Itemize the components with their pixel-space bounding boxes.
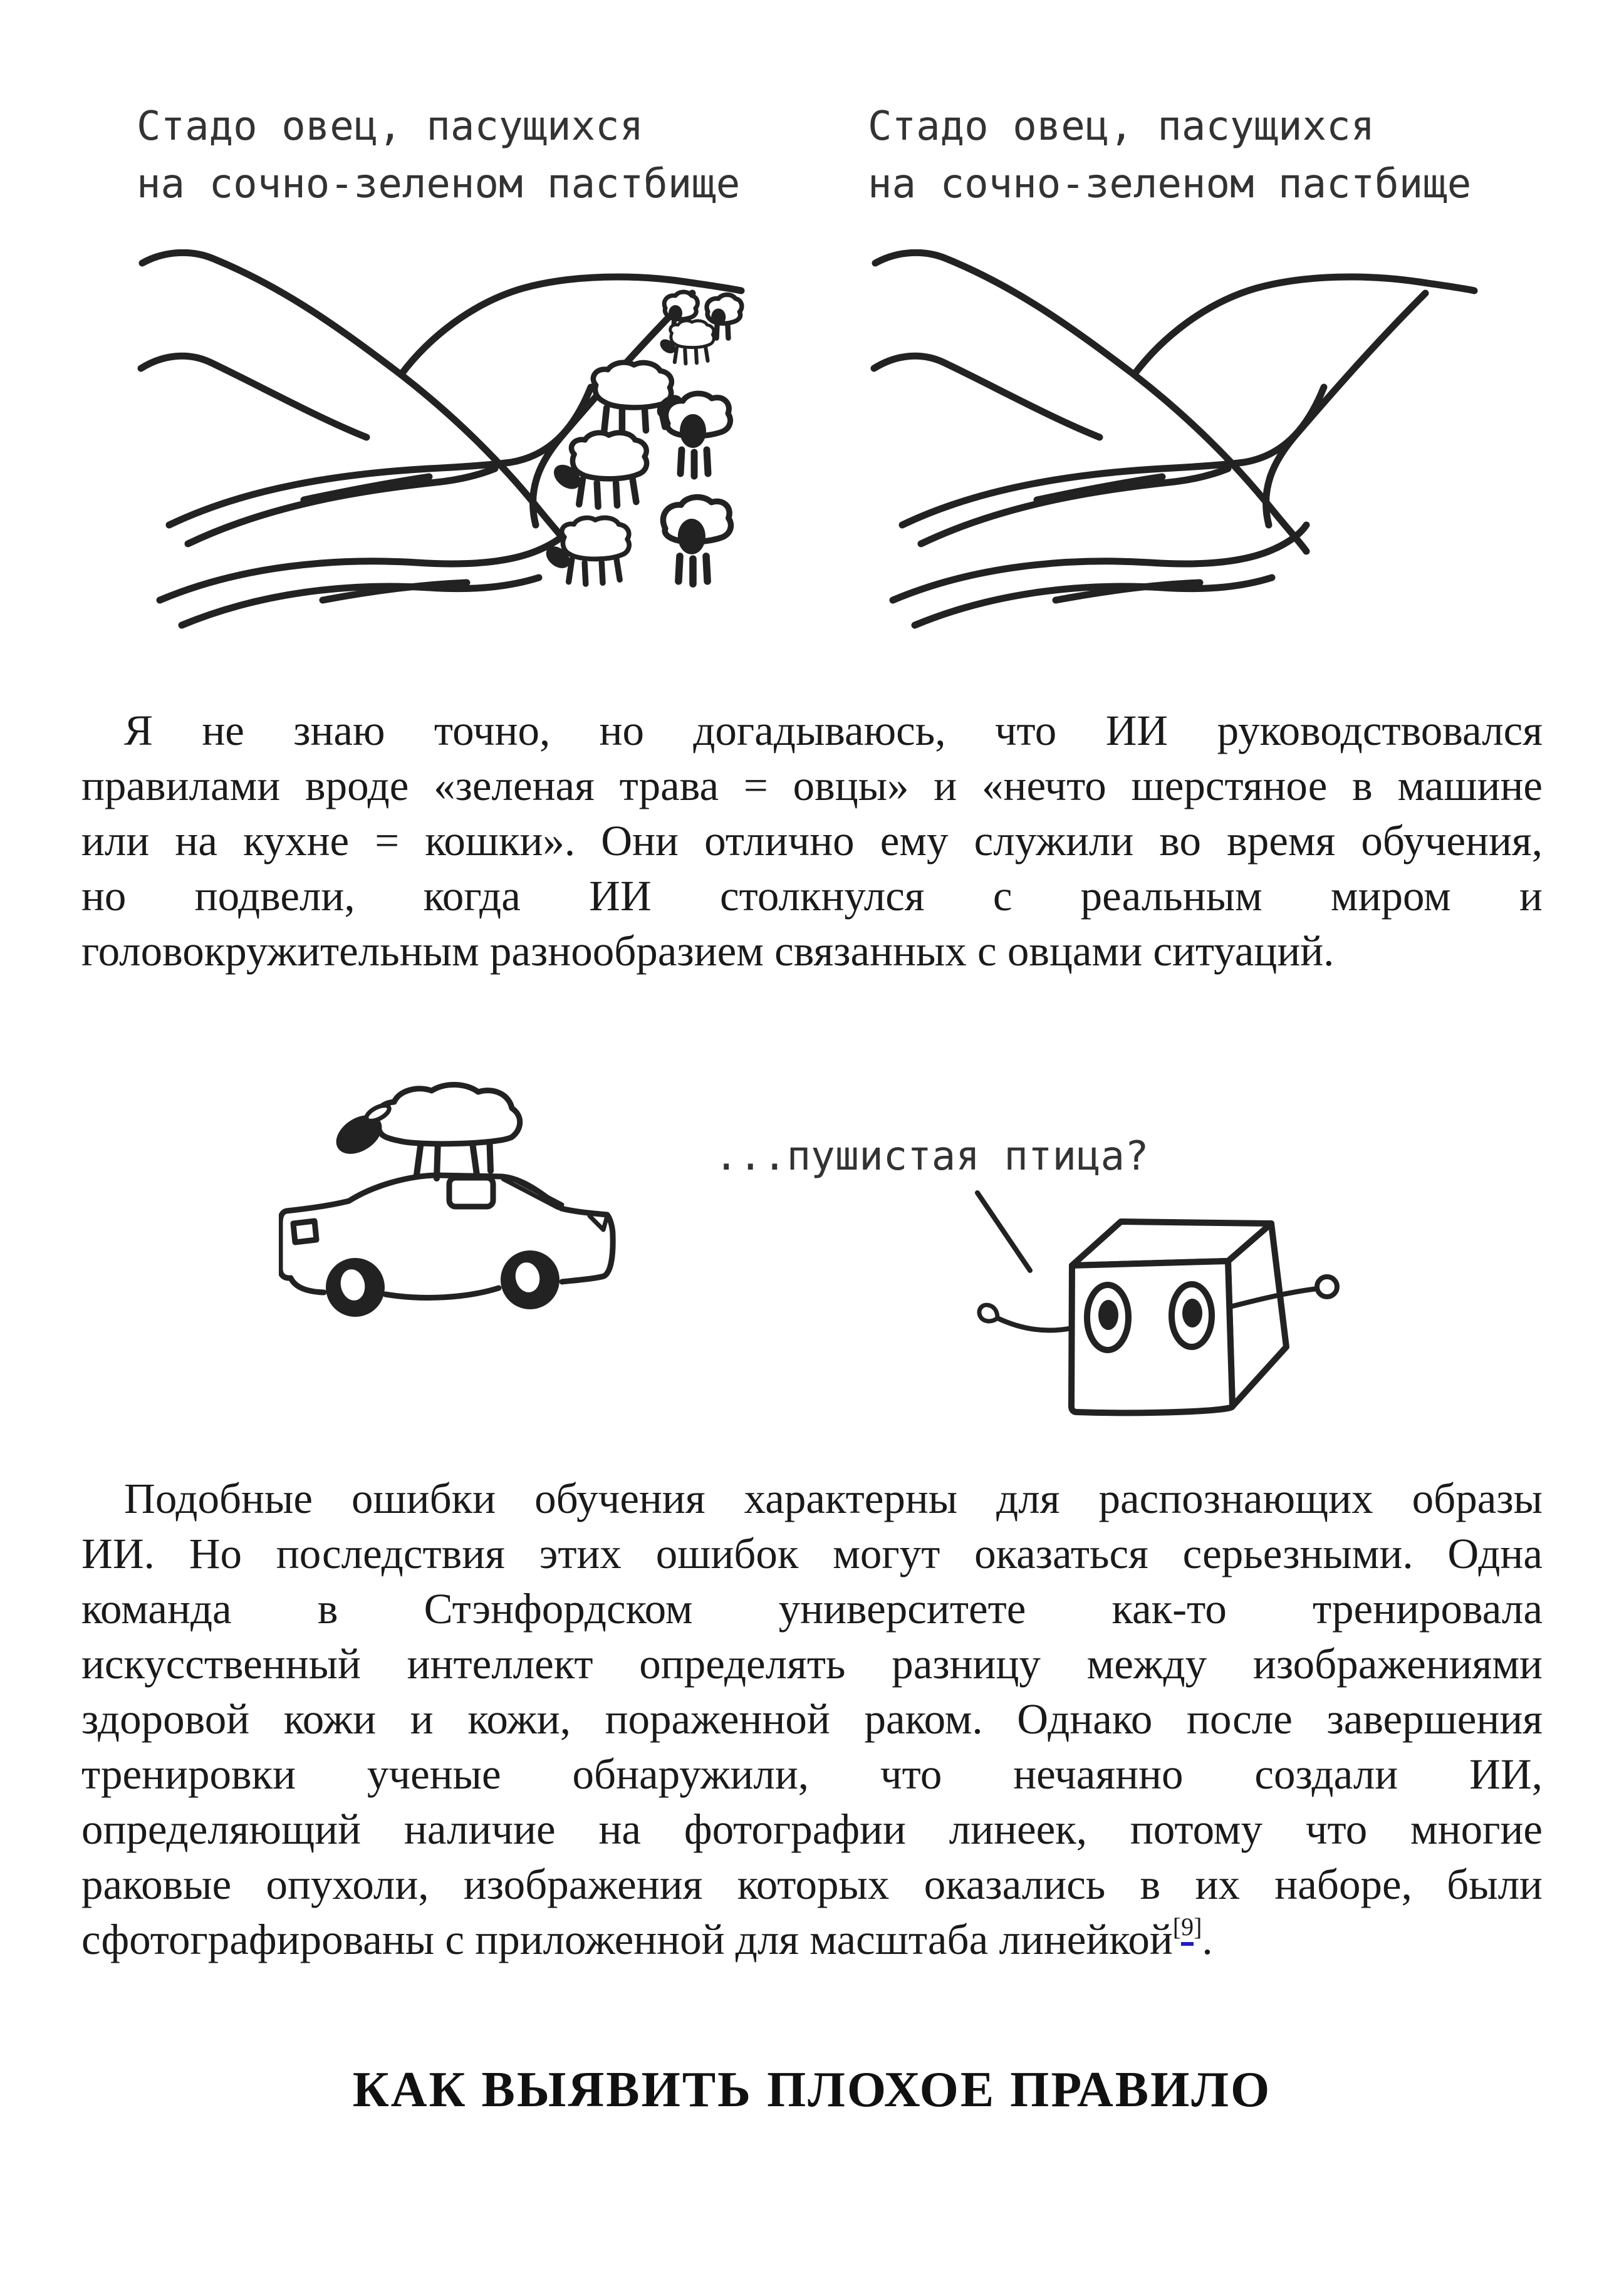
- footnote-bracket: ]: [1194, 1913, 1202, 1941]
- robot-speech-caption: ...пушистая птица?: [714, 1133, 1149, 1180]
- robot-antenna-left: [997, 1318, 1072, 1330]
- empty-hills-illustration: [868, 249, 1557, 675]
- paragraph-line: определяющий наличие на фотографии линеек, потому что многие: [81, 1805, 1543, 1853]
- caption-line: на сочно-зеленом пастбище: [868, 161, 1472, 207]
- paragraph-text: .: [1202, 1916, 1213, 1963]
- robot-cube-icon: [979, 1222, 1337, 1413]
- middle-illustration-row: [0, 1065, 1624, 1541]
- footnote-number-link[interactable]: 9: [1181, 1913, 1194, 1946]
- paragraph-line: Подобные ошибки обучения характерны для распознающих образы: [124, 1475, 1543, 1522]
- paragraph-2: [81, 1471, 1543, 1967]
- car-icon: [280, 1175, 613, 1317]
- paragraph-line: ИИ. Но последствия этих ошибок могут оказаться серьезными. Одна: [81, 1530, 1543, 1577]
- footnote-bracket: [: [1172, 1913, 1182, 1941]
- paragraph-line: здоровой кожи и кожи, пораженной раком. Однако после завершения: [81, 1695, 1543, 1743]
- paragraph-1: [81, 703, 1543, 979]
- paragraph-line: головокружительным разнообразием связанных с овцами ситуаций.: [81, 927, 1335, 975]
- paragraph-line: [81, 1912, 1543, 1967]
- paragraph-text: сфотографированы с приложенной для масштаба линейкой: [81, 1916, 1173, 1963]
- paragraph-line: Я не знаю точно, но догадываюсь, что ИИ руководствовался: [124, 707, 1543, 754]
- sheep-flock: [542, 292, 742, 584]
- sheep-on-roof-icon: [329, 1084, 519, 1178]
- left-illustration-caption: [137, 98, 740, 213]
- paragraph-line: раковые опухоли, изображения которых оказались в их наборе, были: [81, 1861, 1543, 1908]
- robot-illustration: [959, 1178, 1372, 1428]
- paragraph-line: тренировки ученые обнаружили, что нечаянно создали ИИ,: [81, 1750, 1543, 1798]
- speech-pointer-line: [977, 1193, 1030, 1270]
- footnote-reference[interactable]: [1173, 1913, 1202, 1946]
- paragraph-line: или на кухне = кошки». Они отлично ему служили во время обучения,: [81, 817, 1543, 865]
- paragraph-line: команда в Стэнфордском университете как-то тренировала: [81, 1585, 1543, 1633]
- paragraph-line: искусственный интеллект определять разницу между изображениями: [81, 1640, 1543, 1688]
- paragraph-line: но подвели, когда ИИ столкнулся с реальным миром и: [81, 872, 1543, 920]
- sheep-on-car-illustration: [279, 1081, 623, 1338]
- caption-line: Стадо овец, пасущихся: [868, 103, 1375, 150]
- right-illustration-caption: [868, 98, 1471, 213]
- section-heading: КАК ВЫЯВИТЬ ПЛОХОЕ ПРАВИЛО: [352, 2062, 1272, 2117]
- sheep-flock-hills-illustration: [135, 249, 824, 675]
- caption-line: на сочно-зеленом пастбище: [137, 161, 741, 207]
- paragraph-line: правилами вроде «зеленая трава = овцы» и «нечто шерстяное в машине: [81, 762, 1543, 809]
- caption-line: Стадо овец, пасущихся: [137, 103, 644, 150]
